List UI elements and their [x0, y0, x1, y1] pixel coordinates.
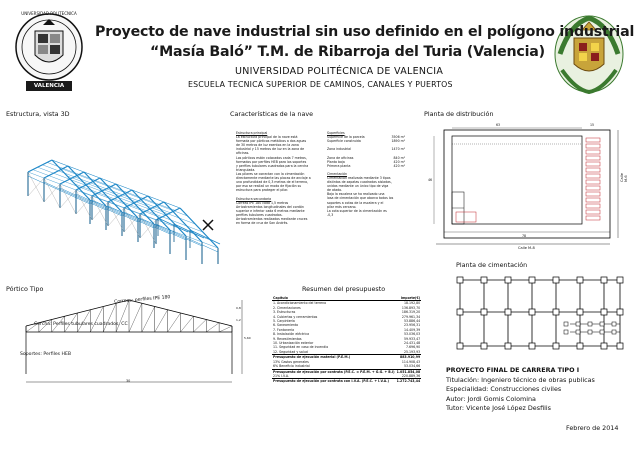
footing [457, 343, 463, 349]
portico-span-dim: 30 [126, 379, 131, 383]
features-line: de 30 metros de luz exentos en la zona [236, 143, 299, 148]
truss-diagonal [168, 313, 181, 332]
features-line: por eso se realizó un modo de fijación su [236, 184, 302, 189]
foundation-line: soportes a cotas de la escalera y el [327, 200, 384, 205]
footing [601, 277, 607, 283]
surfaces-title: Superficies [327, 131, 345, 135]
budget-row-value: 59.933,47 [403, 336, 421, 341]
section-caracteristicas-heading: Características de la nave [230, 110, 314, 118]
surface-label: Zona industrial [327, 147, 352, 152]
page-title-line2: “Masía Baló” T.M. de Ribarroja del Turia (Valencia) [150, 44, 545, 60]
budget-row-label: 6. Saneamiento [273, 323, 299, 328]
budget-row-value: 53.036,03 [403, 332, 421, 337]
budget-row-value: 186.319,20 [401, 310, 421, 315]
footing [600, 330, 604, 334]
surface-value: 1890 m² [391, 139, 405, 144]
budget-row-value: 220.889,36 [401, 373, 421, 378]
budget-row-value: 14.409,39 [403, 327, 421, 332]
footing [553, 277, 559, 283]
truss-diagonal [129, 303, 142, 332]
footing [529, 309, 535, 315]
budget-row-label: 21% I.V.A. [273, 373, 289, 378]
surface-label: Zona de oficinas [327, 155, 354, 160]
truss-diagonal [181, 316, 194, 332]
university-name: UNIVERSIDAD POLITÉCNICA DE VALENCIA [235, 66, 444, 77]
project-heading: PROYECTO FINAL DE CARRERA TIPO I [446, 366, 580, 374]
features-line: una profundidad de 0,3 metros de el terreno, [236, 180, 309, 185]
school-name: ESCUELA TECNICA SUPERIOR DE CAMINOS, CANALES Y PUERTOS [188, 80, 453, 89]
budget-row [272, 379, 421, 384]
features-line: formados por perfiles HEB para los soportes [236, 159, 307, 164]
project-tutor: Tutor: Vicente José López Desfilis [446, 404, 551, 413]
upv-logo [14, 9, 84, 95]
budget-row-label: 4. Cubiertas y cerramientos [273, 314, 318, 319]
truss-diagonal [103, 303, 116, 332]
budget-row-label: 5. Carpintería [273, 319, 295, 324]
features-line: estructura para proteger el pilar. [236, 188, 289, 193]
footing [577, 277, 583, 283]
footing [481, 277, 487, 283]
features-line: industrial y 15 metros de luz en la zona de [236, 147, 305, 152]
budget-row-label: 8. Instalación eléctrica [273, 332, 310, 337]
budget-row-label: Presupuesto de ejecución por contrata (P.E.C. = P.E.M. + G.G. + B.I) [273, 369, 395, 374]
parking-space [586, 156, 600, 160]
features-line: Estructura principal [236, 131, 268, 135]
parking-space [586, 162, 600, 166]
section-planta-distribucion-heading: Planta de distribución [424, 110, 494, 118]
foundation-line: La cota superior de la cimentación es [327, 208, 387, 213]
features-line: Correas IPE 180 cada 1,5 metros [236, 200, 289, 205]
features-line: formada por pórticos metálicos a dos aguas [236, 139, 307, 144]
footing [576, 330, 580, 334]
foundation-line: de atado. [327, 188, 343, 193]
surface-value: 3506 m² [391, 135, 405, 140]
portico-soportes-label: Soportes: Perfiles HEB [20, 352, 72, 357]
footing [612, 330, 616, 334]
footing [564, 330, 568, 334]
budget-row-value: 136.893,70 [401, 305, 421, 310]
section-estructura-heading: Estructura, vista 3D [6, 110, 70, 118]
budget-row [272, 369, 421, 374]
budget-row-value: 18.192,80 [396, 301, 422, 306]
surface-value: 1470 m² [391, 147, 405, 152]
features-line: directamente mediante las placas de anclaje a [236, 176, 311, 181]
rafter [44, 166, 68, 178]
budget-row-value: 53.034,66 [403, 364, 421, 369]
footing [577, 309, 583, 315]
surface-label: Superficie de la parcela [327, 135, 365, 140]
section-portico-heading: Pórtico Tipo [6, 285, 44, 293]
budget-row-value: 24.431,48 [403, 341, 421, 346]
surface-value: 420 m² [393, 159, 405, 164]
budget-row-label: Presupuesto de ejecución material (P.E.M.) [272, 355, 396, 360]
parking-space [586, 186, 600, 190]
footing [481, 343, 487, 349]
features-line: perfiles tubulares cuadrados. [236, 212, 283, 217]
truss-diagonal [155, 310, 168, 332]
budget-row-label: 6% Beneficio industrial [273, 364, 310, 369]
features-line: Arriostramientos longitudinales del cordón [236, 204, 304, 209]
truss-diagonal [116, 300, 129, 332]
bracing [28, 178, 44, 196]
footing [564, 322, 568, 326]
truss-diagonal [78, 310, 91, 332]
budget-row-value: 1.051.854,08 [396, 369, 421, 374]
portico-drawing [6, 296, 252, 388]
truss-diagonal [193, 320, 206, 333]
school-emblem [552, 10, 626, 96]
footing [588, 330, 592, 334]
budget-row-value: 53.886,44 [403, 319, 421, 324]
features-line: y perfiles tubulares cuadrados para la cercha [236, 163, 309, 168]
foundation-plan [450, 272, 630, 356]
project-degree: Titulación: Ingeniero técnico de obras publicas [446, 375, 595, 384]
footing [612, 322, 616, 326]
budget-row-label: 10. Urbanización exterior [273, 341, 314, 346]
footing [529, 277, 535, 283]
features-line: Los pilares se conectan con la cimentación [236, 171, 305, 176]
parking-space [586, 150, 600, 154]
features-line: Arriostramientos realizados mediante cruces [236, 216, 308, 221]
budget-table [272, 296, 420, 384]
rafter [28, 160, 52, 172]
plan-dim-a: 63 [496, 123, 501, 127]
truss-diagonal [142, 307, 155, 333]
foundation-title: Cimentación [327, 171, 348, 176]
features-line: oficinas. [236, 151, 250, 156]
section-presupuesto-heading: Resumen del presupuesto [302, 285, 386, 293]
project-info [446, 366, 595, 414]
features-line: en forma de cruz de San Andrés. [236, 221, 289, 226]
footing [617, 343, 623, 349]
budget-row-value: 883.910,99 [396, 355, 422, 360]
features-line: Los pórticos están colocados cada 7 metros, [236, 155, 307, 160]
seal-ring-text: UNIVERSIDAD POLITECNICA [21, 11, 77, 16]
portico-height-b: 5,60 [244, 336, 251, 340]
budget-col-amount: Importe(€) [400, 296, 421, 300]
seal-bottom-text: VALENCIA [33, 83, 65, 89]
footing [617, 277, 623, 283]
budget-col-chapter: Capítulo [273, 296, 288, 300]
budget-row-label: 1. Acondicionamiento del terreno [272, 301, 396, 306]
truss-diagonal [90, 307, 103, 333]
plan-dim-width: 78 [522, 234, 527, 238]
footing [588, 322, 592, 326]
parking-space [586, 144, 600, 148]
plan-street-bottom: Calle M-8 [518, 246, 535, 250]
footing [576, 322, 580, 326]
parking-space [586, 180, 600, 184]
foundation-line: Cimentación realizada mediante 3 tipos [327, 175, 391, 180]
budget-row-value: 114.908,43 [401, 359, 421, 364]
truss-diagonal [219, 326, 232, 332]
budget-row-value: 1.272.743,44 [396, 379, 421, 384]
plan-dim-height: 46 [428, 178, 433, 182]
footing [457, 309, 463, 315]
purlin [75, 184, 203, 232]
features-description [236, 131, 322, 225]
budget-row-label: 11. Seguridad en caso de incendio [273, 345, 329, 350]
surface-value: 840 m² [393, 155, 405, 160]
footing [617, 309, 623, 315]
project-speciality: Especialidad: Construcciones civiles [446, 385, 562, 394]
truss-diagonal [206, 323, 219, 332]
footing [481, 309, 487, 315]
plan-dim-b: 15 [590, 123, 595, 127]
budget-row-value: 23.956,31 [403, 323, 421, 328]
project-date: Febrero de 2014 [566, 424, 619, 432]
budget-row-label: 7. Fontanería [273, 327, 295, 332]
beam [190, 230, 220, 244]
surface-label: Planta baja [327, 159, 345, 164]
features-line: superior e inferior cada 6 metros mediante [236, 208, 305, 213]
footing [505, 343, 511, 349]
project-author: Autor: Jordi Gomis Colomina [446, 394, 536, 403]
budget-row-label: 2. Cimentaciones [273, 305, 301, 310]
features-surfaces [327, 131, 405, 217]
parking-space [586, 216, 600, 220]
distribution-plan [426, 122, 632, 262]
budget-row-label: 9. Revestimientos [273, 336, 302, 341]
features-line: Estructura secundaria [236, 196, 272, 201]
foundation-line: pilar más cercano. [327, 204, 357, 209]
page-title-line1: Proyecto de nave industrial sin uso definido en el polígono industrial [95, 24, 635, 40]
features-line: trianguladа. [236, 167, 256, 172]
parking-space [586, 192, 600, 196]
parking-space [586, 210, 600, 214]
foundation-line: distintos de zapatas cuadradas aisladas, [327, 180, 392, 185]
plan-street-right: Calle M-6 [620, 173, 628, 182]
footing [601, 343, 607, 349]
beam [174, 224, 204, 238]
portico-correas-label: Correas: perfiles IPE 180 [114, 295, 171, 305]
footing [553, 343, 559, 349]
parking-space [586, 138, 600, 142]
beam [158, 218, 188, 232]
footing [600, 322, 604, 326]
parking-space [586, 198, 600, 202]
footing [553, 309, 559, 315]
parking-space [586, 168, 600, 172]
parking-space [586, 174, 600, 178]
foundation-line: Bajo la escalera se ha realizado una [327, 192, 385, 197]
footing [601, 309, 607, 315]
budget-row-value: 279.961,34 [401, 314, 421, 319]
foundation-line: unidas mediante un único tipo de viga [327, 184, 389, 189]
surface-label: Superficie construida [327, 139, 361, 144]
footing [505, 277, 511, 283]
foundation-line: -0,3 [327, 212, 334, 217]
budget-row-label: 12. Seguridad y salud [273, 349, 308, 354]
portico-height-a: 0,8 [236, 306, 241, 310]
structure-3d-view [8, 122, 222, 264]
budget-row-label: Presupuesto de ejecución por contrata con I.V.A. (P.E.C. + I.V.A.) [272, 379, 396, 384]
footing [577, 343, 583, 349]
portico-cercha-label: Cercha: Perfiles tubulares cuadrados, CC [34, 322, 128, 327]
surface-label: Primera planta [327, 163, 351, 168]
budget-row-label: 3. Estructuras [273, 310, 296, 315]
surface-value: 420 m² [393, 163, 405, 168]
budget-row-value: 7.696,90 [405, 345, 421, 350]
footing [529, 343, 535, 349]
foundation-line: losa de cimentación que abarca todos los [327, 196, 394, 201]
features-line: La estructura principal de la nave está [236, 135, 298, 140]
portico-height-c: 1,2 [236, 318, 241, 322]
footing [505, 309, 511, 315]
parking-space [586, 204, 600, 208]
purlin [82, 192, 210, 240]
budget-row-value: 25.193,93 [403, 349, 421, 354]
budget-row-label: 13% Gastos generales [273, 359, 309, 364]
footing [457, 277, 463, 283]
section-cimentacion-heading: Planta de cimentación [456, 261, 528, 269]
